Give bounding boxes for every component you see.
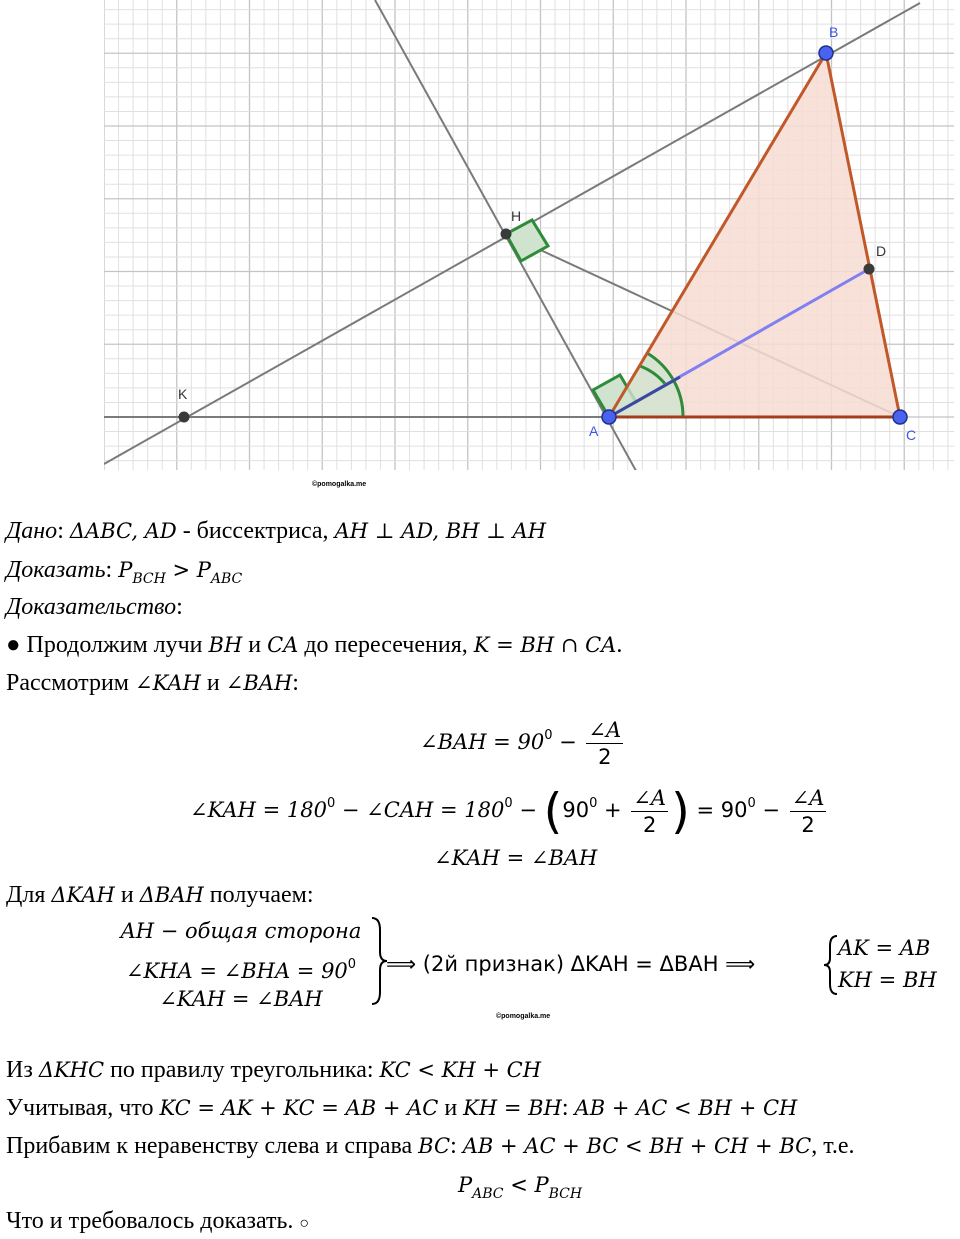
point-k — [179, 412, 190, 423]
label-c: C — [906, 427, 917, 443]
label-a: A — [589, 423, 599, 439]
label-d: D — [876, 243, 887, 259]
watermark-2: ©pomogalka.me — [496, 1013, 551, 1020]
add-line: Прибавим к неравенству слева и справа BC: AB + AC + BC < BH + CH + BC, т.е. — [6, 1133, 855, 1159]
consider-line: Рассмотрим ∠KAH и ∠BAH: — [6, 670, 299, 696]
implication: ⟹ (2й признак) ΔKAH = ΔBAH ⟹ — [386, 952, 756, 976]
label-b: B — [829, 24, 839, 40]
prove-line: Доказать: $P_{BCH} > P_{ABC}$ — [6, 557, 243, 587]
angle-mark-h — [506, 220, 548, 261]
label-k: K — [178, 386, 188, 402]
geometry-figure — [0, 0, 960, 478]
given-line: Дано: ΔABC, AD - биссектриса, AH ⊥ AD, BH ⊥ AH — [6, 518, 547, 544]
point-b — [819, 46, 833, 60]
point-d — [864, 264, 875, 275]
system-result: AK = AB KH = BH — [838, 936, 937, 992]
point-c — [893, 410, 907, 424]
equation-2: ∠KAH = $180^0$ − ∠CAH = $180^0 - (90^0$ + $\frac{\angle A}{2}$ ) = $90^0$ − $\frac{\angle A}{2}$ — [190, 783, 825, 840]
since-line: Учитывая, что KC = AK + KC = AB + AC и KH = BH: AB + AC < BH + CH — [6, 1095, 798, 1121]
system-conditions: AH − общая сторона ∠KHA = ∠BHA = $90^0$ ∠KAH = ∠BAH — [120, 919, 362, 1011]
qed-line: Что и требовалось доказать. ○ — [6, 1208, 310, 1234]
for-line: Для ΔKAH и ΔBAH получаем: — [6, 882, 314, 908]
equation-1: ∠BAH = $90^0$ − $\frac{\angle A}{2}$ — [420, 717, 622, 769]
step-1: ● Продолжим лучи BH и CA до пересечения, K = BH ∩ CA. — [6, 632, 623, 658]
final-inequality: $P_{ABC} < P_{BCH}$ — [458, 1173, 583, 1202]
point-a — [602, 410, 616, 424]
proof-heading: Доказательство: — [6, 594, 183, 620]
triangle-rule-line: Из ΔKHC по правилу треугольника: KC < KH + CH — [6, 1057, 542, 1083]
watermark: ©pomogalka.me — [312, 481, 367, 488]
point-h — [501, 229, 512, 240]
label-h: H — [511, 208, 522, 224]
equation-3: ∠KAH = ∠BAH — [434, 846, 598, 870]
